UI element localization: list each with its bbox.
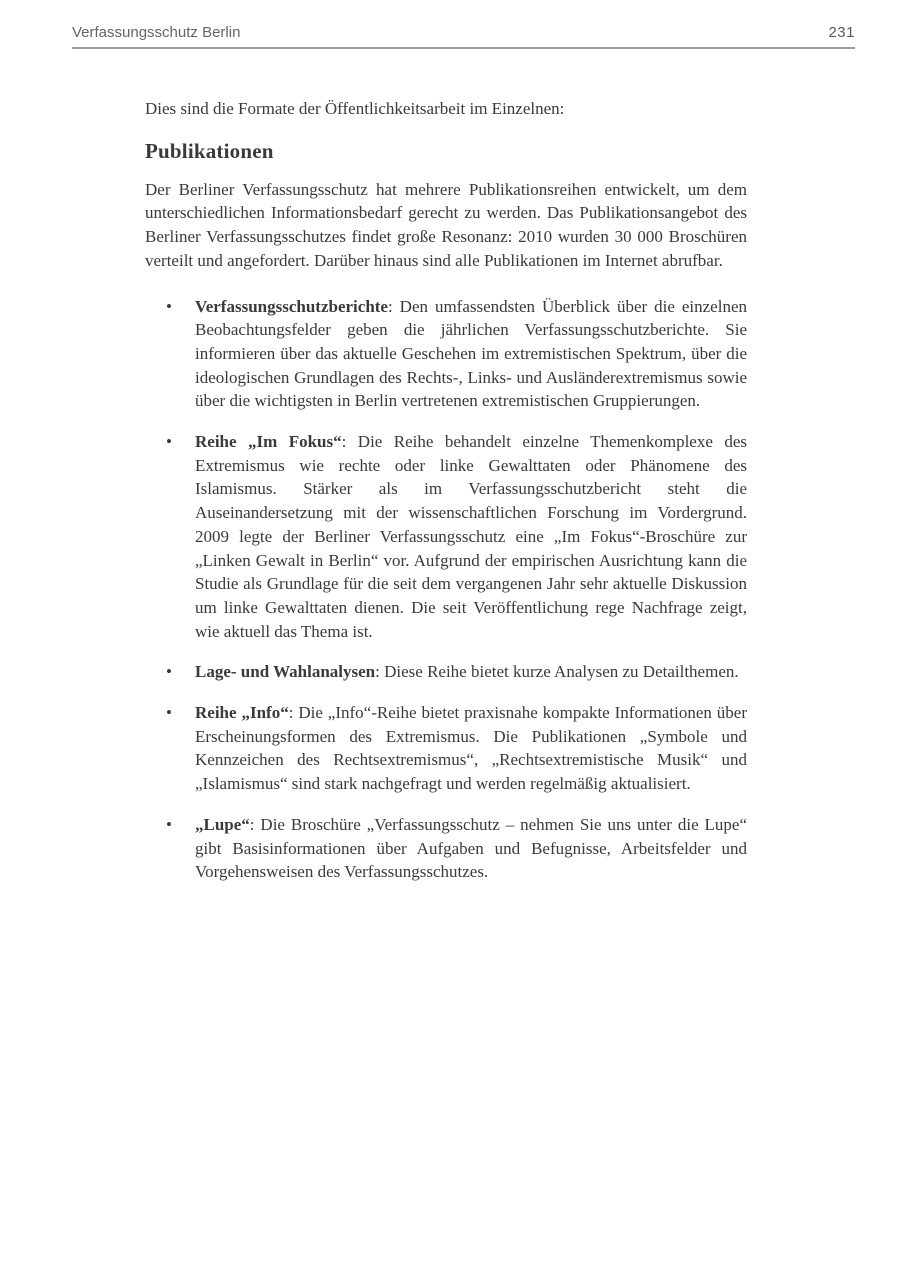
bullet-icon: • [166, 662, 172, 682]
list-item-body [195, 815, 747, 881]
list-item-text: : Die Reihe behandelt einzelne Themenkomplexe des Extremismus wie rechte oder linke Gewalttaten oder Phänomene des Islamismus. Stärker als im Verfassungsschutzbericht steht die Auseinandersetzung mit der wissenschaftlichen Forschung im Vordergrund. 2009 legte der Berliner Verfassungsschutz eine „Im Fokus“-Broschüre zur „Linken Gewalt in Berlin“ vor. Aufgrund der empirischen Ausrichtung kann die Studie als Grundlage für die seit dem vergangenen Jahr sehr aktuelle Diskussion um linke Gewalttaten dienen. Die seit Veröffentlichung rege Nachfrage zeigt, wie aktuell das Thema ist. [195, 432, 747, 641]
list-item-reihe-info [145, 701, 747, 796]
list-item-body [195, 432, 747, 641]
list-item-lead: Lage- und Wahlanalysen [195, 662, 376, 682]
list-item-body [195, 297, 747, 411]
list-item-lage-und-wahlanalysen [145, 660, 747, 684]
list-item-body [195, 703, 747, 793]
page-number: 231 [828, 24, 855, 41]
bullet-icon: • [166, 296, 172, 316]
list-item-text: : Den umfassendsten Überblick über die einzelnen Beobachtungsfelder geben die jährlichen Verfassungsschutzberichte. Sie informieren über das aktuelle Geschehen im extremistischen Spektrum, über die ideologischen Grundlagen des Rechts-, Links- und Ausländerextremismus sowie über die wichtigsten in Berlin vertretenen extremistischen Gruppierungen. [195, 296, 747, 411]
bullet-icon: • [166, 432, 172, 452]
list-item-body [195, 662, 739, 681]
bullet-icon: • [166, 703, 172, 723]
list-item-lead: Reihe „Im Fokus“ [195, 432, 342, 452]
section-heading: Publikationen [145, 138, 274, 163]
list-item-lead: Verfassungsschutzberichte [195, 296, 388, 316]
running-header-title: Verfassungsschutz Berlin [72, 24, 241, 41]
page-body [145, 97, 747, 884]
list-item-text: : Die Broschüre „Verfassungsschutz – nehmen Sie uns unter die Lupe“ gibt Basisinformationen über Aufgaben und Befugnisse, Arbeitsfelder und Vorgehensweisen des Verfassungsschutzes. [195, 814, 747, 882]
running-header [72, 24, 855, 49]
publication-list [145, 295, 747, 884]
list-item-reihe-im-fokus [145, 430, 747, 643]
intro-paragraph: Dies sind die Formate der Öffentlichkeitsarbeit im Einzelnen: [145, 99, 565, 118]
list-item-lead: Reihe „Info“ [195, 703, 289, 723]
list-item-text: : Diese Reihe bietet kurze Analysen zu Detailthemen. [375, 662, 739, 682]
lead-paragraph: Der Berliner Verfassungsschutz hat mehrere Publikationsreihen entwickelt, um dem unterschiedlichen Informationsbedarf gerecht zu werden. Das Publikationsangebot des Berliner Verfassungsschutzes findet große Resonanz: 2010 wurden 30 000 Broschüren verteilt und angefordert. Darüber hinaus sind alle Publikationen im Internet abrufbar. [145, 179, 747, 270]
list-item-lead: „Lupe“ [195, 814, 250, 834]
list-item-verfassungsschutzberichte [145, 295, 747, 414]
list-item-lupe [145, 813, 747, 884]
bullet-icon: • [166, 814, 172, 834]
list-item-text: : Die „Info“-Reihe bietet praxisnahe kompakte Informationen über Erscheinungsformen des Extremismus. Die Publikationen „Symbole und Kennzeichen des Rechtsextremismus“, „Rechtsextremistische Musik“ und „Islamismus“ sind stark nachgefragt und werden regelmäßig aktualisiert. [195, 703, 747, 794]
